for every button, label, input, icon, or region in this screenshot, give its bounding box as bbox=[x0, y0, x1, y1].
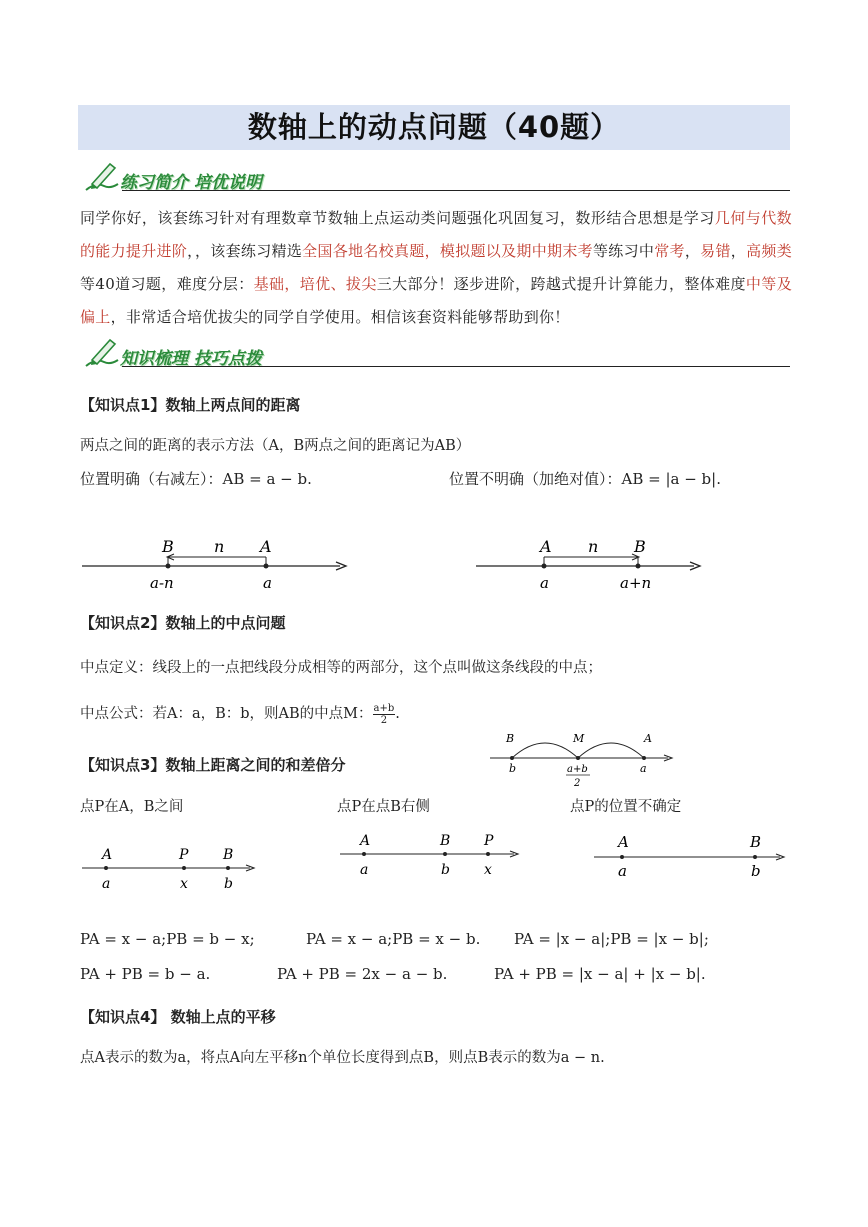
kp3-case1: 点P在A，B之间 bbox=[80, 799, 184, 815]
section-label: 练习简介 培优说明 bbox=[120, 173, 262, 193]
svg-text:M: M bbox=[573, 732, 585, 745]
svg-text:A: A bbox=[540, 537, 552, 556]
point-label: A bbox=[260, 537, 272, 556]
pen-icon bbox=[82, 336, 122, 370]
kp3-eq-3a: PA = |x − a|;PB = |x − b|; bbox=[514, 930, 709, 948]
title-bar bbox=[78, 105, 790, 150]
svg-text:b: b bbox=[441, 862, 450, 878]
page-title: 数轴上的动点问题（40题） bbox=[247, 110, 621, 144]
kp1-figure-left bbox=[78, 530, 350, 598]
kp3-eq-2a: PA = x − a;PB = x − b. bbox=[306, 930, 481, 948]
svg-text:P: P bbox=[484, 833, 494, 849]
kp4-heading: 【知识点4】 数轴上点的平移 bbox=[80, 1008, 276, 1026]
svg-text:b: b bbox=[751, 862, 761, 880]
svg-text:B: B bbox=[634, 537, 646, 556]
point-label: B bbox=[162, 537, 174, 556]
svg-text:a: a bbox=[102, 876, 111, 892]
kp1-heading: 【知识点1】数轴上两点间的距离 bbox=[80, 396, 301, 414]
svg-text:P: P bbox=[179, 847, 189, 863]
section-rule bbox=[122, 366, 790, 367]
kp2-heading: 【知识点2】数轴上的中点问题 bbox=[80, 614, 286, 632]
svg-text:B: B bbox=[750, 833, 762, 851]
svg-text:a: a bbox=[618, 862, 627, 880]
kp3-case2: 点P在点B右侧 bbox=[337, 799, 430, 815]
kp1-line1: 两点之间的距离的表示方法（A，B两点之间的距离记为AB） bbox=[80, 438, 471, 454]
value-label: a bbox=[263, 574, 272, 592]
section-label: 知识梳理 技巧点拨 bbox=[120, 349, 262, 369]
kp3-heading: 【知识点3】数轴上距离之间的和差倍分 bbox=[80, 756, 346, 774]
value-label: a-n bbox=[150, 574, 174, 592]
section-header-intro bbox=[82, 160, 790, 194]
section-rule bbox=[122, 190, 790, 191]
distance-label: n bbox=[214, 537, 225, 556]
kp3-eq-3b: PA + PB = |x − a| + |x − b|. bbox=[494, 965, 706, 983]
svg-text:a+n: a+n bbox=[620, 574, 652, 592]
svg-text:a: a bbox=[640, 762, 647, 775]
kp1-left-formula: 位置明确（右减左）：AB = a − b. bbox=[80, 470, 312, 488]
pen-icon bbox=[82, 160, 122, 194]
kp3-figure-1 bbox=[80, 840, 260, 896]
svg-text:B: B bbox=[506, 732, 515, 745]
svg-text:A: A bbox=[360, 833, 371, 849]
svg-text:a+b: a+b bbox=[567, 764, 588, 775]
kp1-right-formula: 位置不明确（加绝对值）：AB = |a − b|. bbox=[449, 470, 721, 488]
svg-text:B: B bbox=[440, 833, 451, 849]
svg-text:A: A bbox=[644, 732, 652, 745]
kp3-eq-1b: PA + PB = b − a. bbox=[80, 965, 211, 983]
svg-text:n: n bbox=[588, 537, 599, 556]
kp2-formula: 中点公式：若A：a，B：b，则AB的中点M： $\frac{a+b}{2}$ . bbox=[80, 702, 400, 726]
svg-text:A: A bbox=[102, 847, 113, 863]
kp1-figure-right bbox=[472, 530, 704, 598]
kp4-text: 点A表示的数为a，将点A向左平移n个单位长度得到点B，则点B表示的数为a − n. bbox=[80, 1050, 605, 1066]
kp3-eq-1a: PA = x − a;PB = b − x; bbox=[80, 930, 255, 948]
section-header-knowledge bbox=[82, 336, 790, 370]
kp3-figure-2 bbox=[338, 826, 524, 882]
kp3-case3: 点P的位置不确定 bbox=[570, 799, 682, 815]
intro-paragraph: 同学你好，该套练习针对有理数章节数轴上点运动类问题强化巩固复习，数形结合思想是学习几何与代数的能力提升进阶，，该套练习精选全国各地名校真题，模拟题以及期中期末考等练习中常考，易错，高频类等40道习题，难度分层：基础，培优、拔尖三大部分！逐步进阶，跨越式提升计算能力，整体难度中等及偏上，非常适合培优拔尖的同学自学使用。相信该套资料能够帮助到你！ bbox=[80, 209, 792, 326]
kp2-midpoint-figure bbox=[488, 728, 680, 792]
svg-text:2: 2 bbox=[574, 778, 581, 789]
svg-text:A: A bbox=[618, 833, 629, 851]
kp3-eq-2b: PA + PB = 2x − a − b. bbox=[277, 965, 448, 983]
svg-text:x: x bbox=[484, 862, 492, 878]
svg-text:B: B bbox=[223, 847, 234, 863]
kp2-definition: 中点定义：线段上的一点把线段分成相等的两部分，这个点叫做这条线段的中点； bbox=[80, 660, 602, 676]
svg-text:a: a bbox=[360, 862, 369, 878]
kp3-figure-3 bbox=[592, 828, 790, 884]
svg-text:x: x bbox=[180, 876, 188, 892]
svg-text:a: a bbox=[540, 574, 549, 592]
svg-text:b: b bbox=[224, 876, 233, 892]
svg-text:b: b bbox=[509, 762, 517, 775]
